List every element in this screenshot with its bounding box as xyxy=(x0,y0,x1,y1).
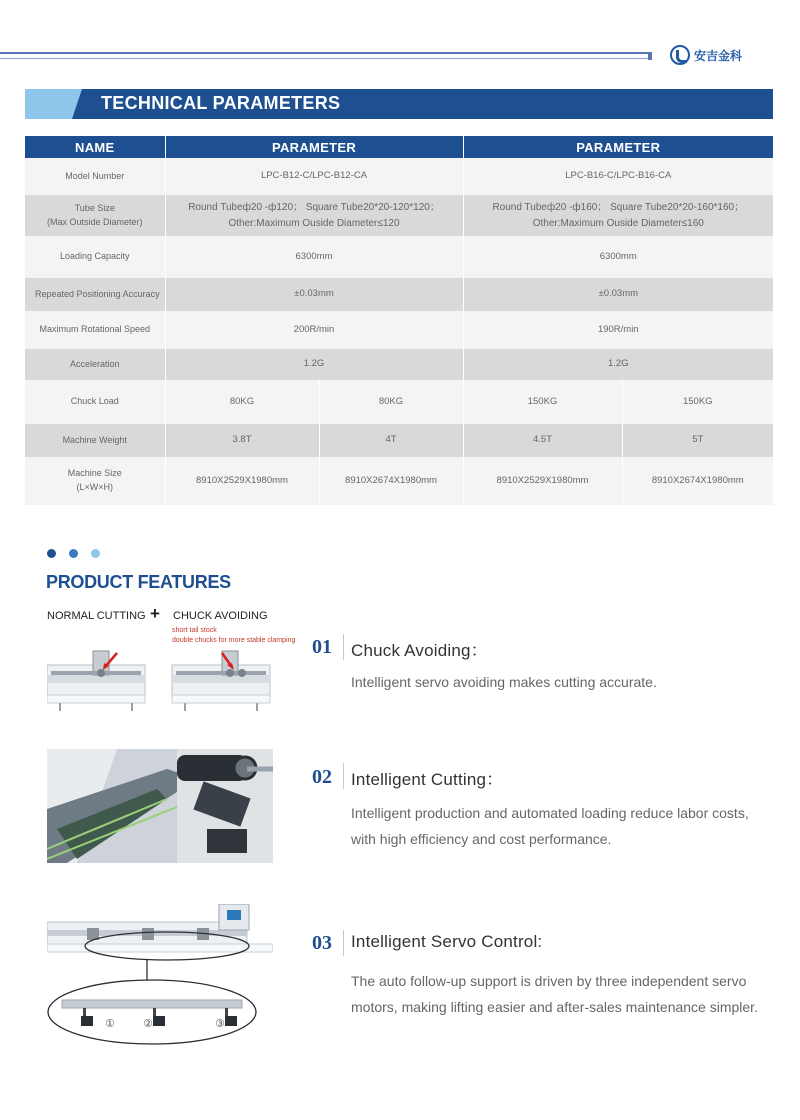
row-label: Machine Weight xyxy=(25,424,165,457)
row-label: Repeated Positioning Accuracy xyxy=(25,278,165,311)
cell-value: 8910X2674X1980mm xyxy=(319,457,463,505)
chuck-avoiding-note xyxy=(172,626,295,646)
spec-table xyxy=(25,136,773,505)
row-label: Loading Capacity xyxy=(25,236,165,278)
cell-value xyxy=(165,195,463,236)
feature-divider xyxy=(343,930,344,956)
dot-3 xyxy=(91,549,100,558)
cell-value: ±0.03mm xyxy=(165,278,463,311)
row-label xyxy=(25,195,165,236)
feature-description xyxy=(351,669,796,695)
cell-value: LPC-B16-C/LPC-B16-CA xyxy=(463,158,773,195)
cell-value: 200R/min xyxy=(165,311,463,349)
row-label xyxy=(25,457,165,505)
logo-text: 安吉金科 xyxy=(694,48,743,63)
feature-title: Chuck Avoiding： xyxy=(351,641,488,660)
cell-value: 6300mm xyxy=(165,236,463,278)
table-row xyxy=(25,195,773,236)
cell-value: 190R/min xyxy=(463,311,773,349)
feature-divider xyxy=(343,634,344,660)
chuck-avoiding-label: CHUCK AVOIDING xyxy=(173,610,268,622)
cell-value: 8910X2674X1980mm xyxy=(622,457,773,505)
row-label: Chuck Load xyxy=(25,380,165,424)
description-line: Intelligent servo avoiding makes cutting accurate. xyxy=(351,674,657,690)
cell-value: 80KG xyxy=(165,380,319,424)
header-rule xyxy=(0,52,652,62)
header-name: NAME xyxy=(25,136,165,158)
note-line: short tail stock xyxy=(172,627,217,634)
logo-icon xyxy=(670,45,690,65)
table-header-row xyxy=(25,136,773,158)
dot-1 xyxy=(47,549,56,558)
table-row xyxy=(25,380,773,424)
row-label-line: Machine Size xyxy=(67,468,122,479)
description-line: motors, making lifting easier and after-sales maintenance simpler. xyxy=(351,999,758,1015)
cell-line: Other:Maximum Ouside Diameter≤120 xyxy=(228,217,400,229)
description-line: The auto follow-up support is driven by three independent servo xyxy=(351,973,747,989)
description-line: with high efficiency and cost performance. xyxy=(351,831,612,847)
table-row xyxy=(25,311,773,349)
servo-marker-3: ③ xyxy=(215,1017,225,1030)
feature-number: 02 xyxy=(312,766,332,788)
plus-sign: + xyxy=(150,604,160,623)
table-row xyxy=(25,349,773,380)
feature-title: Intelligent Cutting： xyxy=(351,770,504,789)
row-label: Acceleration xyxy=(25,349,165,380)
decorative-dots xyxy=(47,549,100,558)
feature-number: 01 xyxy=(312,636,332,658)
cell-value xyxy=(463,195,773,236)
cell-value: 1.2G xyxy=(463,349,773,380)
cell-value: 150KG xyxy=(622,380,773,424)
description-line: Intelligent production and automated loading reduce labor costs, xyxy=(351,805,749,821)
cell-value: 1.2G xyxy=(165,349,463,380)
cell-value: 80KG xyxy=(319,380,463,424)
chuck-avoiding-diagram xyxy=(47,645,272,711)
table-row xyxy=(25,457,773,505)
note-line: double chucks for more stable clamping xyxy=(172,637,296,645)
table-row xyxy=(25,158,773,195)
cell-value: 8910X2529X1980mm xyxy=(463,457,622,505)
header-parameter-a: PARAMETER xyxy=(165,136,463,158)
row-label: Model Number xyxy=(25,158,165,195)
feature-divider xyxy=(343,763,344,789)
cell-value: 8910X2529X1980mm xyxy=(165,457,319,505)
cell-value: 4T xyxy=(319,424,463,457)
servo-marker-2: ② xyxy=(143,1017,153,1030)
feature-title: Intelligent Servo Control: xyxy=(351,932,543,951)
normal-cutting-machine xyxy=(47,651,145,711)
table-row xyxy=(25,236,773,278)
chuck-avoiding-machine xyxy=(172,651,270,711)
cell-value: 6300mm xyxy=(463,236,773,278)
row-label: Maximum Rotational Speed xyxy=(25,311,165,349)
feature-description xyxy=(351,800,796,852)
table-row xyxy=(25,278,773,311)
row-label-line: Tube Size xyxy=(74,202,115,213)
cell-value: 5T xyxy=(622,424,773,457)
features-heading: PRODUCT FEATURES xyxy=(46,572,231,592)
row-label-line: (Max Outside Diameter) xyxy=(46,216,143,227)
company-logo xyxy=(670,45,742,65)
section-title: TECHNICAL PARAMETERS xyxy=(101,93,341,113)
feature-number: 03 xyxy=(312,932,332,954)
intelligent-cutting-photo xyxy=(47,749,273,863)
row-label-line: (L×W×H) xyxy=(76,482,113,492)
normal-cutting-label: NORMAL CUTTING xyxy=(47,610,146,622)
cell-line: Round Tubeф20 -ф120； Square Tube20*20-120*120； xyxy=(188,202,440,213)
cell-value: ±0.03mm xyxy=(463,278,773,311)
cell-line: Round Tubeф20 -ф160； Square Tube20*20-160*160； xyxy=(492,202,745,213)
servo-control-diagram xyxy=(47,904,273,1054)
header-parameter-b: PARAMETER xyxy=(463,136,773,158)
table-row xyxy=(25,424,773,457)
cell-value: 4.5T xyxy=(463,424,622,457)
cell-line: Other:Maximum Ouside Diameter≤160 xyxy=(532,217,704,229)
cell-value: 3.8T xyxy=(165,424,319,457)
dot-2 xyxy=(69,549,78,558)
cell-value: 150KG xyxy=(463,380,622,424)
servo-marker-1: ① xyxy=(105,1017,115,1030)
feature-description xyxy=(351,968,796,1020)
cell-value: LPC-B12-C/LPC-B12-CA xyxy=(165,158,463,195)
